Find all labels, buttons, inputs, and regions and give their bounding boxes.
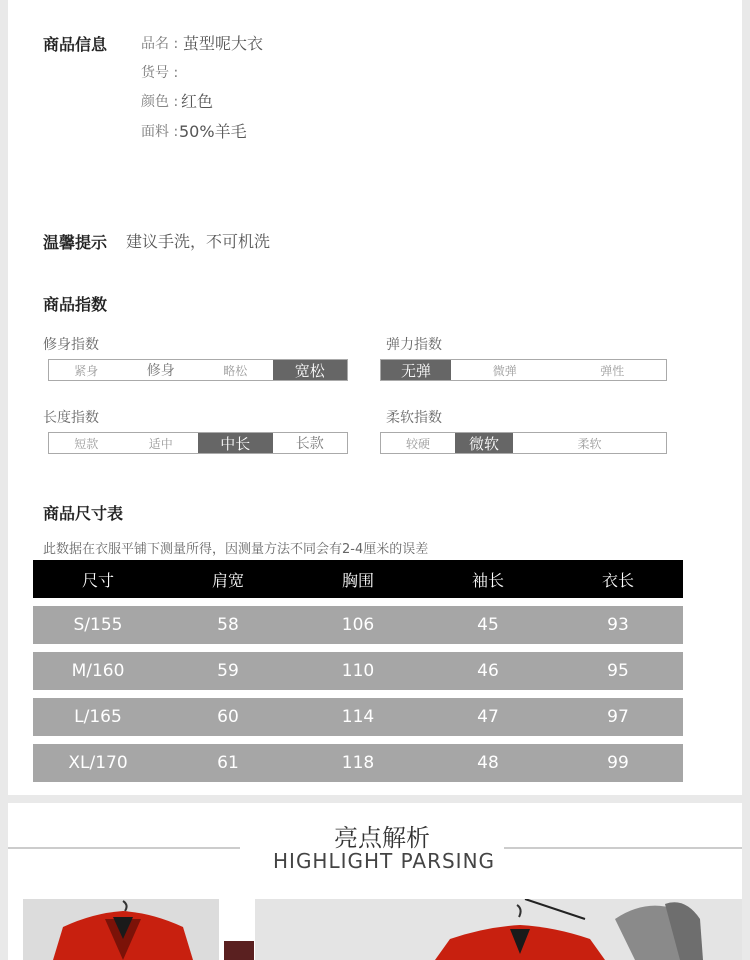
softness-option-soft: 柔软 [577, 436, 602, 451]
cell-length: 99 [607, 753, 629, 773]
softness-option-slightsoft: 微软 [455, 433, 513, 453]
info-value-fabric: 50%羊毛 [179, 122, 247, 141]
softness-index-label: 柔软指数 [386, 410, 442, 426]
cell-bust: 106 [341, 615, 375, 635]
cell-length: 95 [607, 661, 629, 681]
fit-index-label: 修身指数 [43, 337, 99, 353]
length-option-short: 短款 [74, 436, 99, 451]
cell-shoulder: 60 [217, 707, 239, 727]
table-row [33, 606, 683, 644]
divider-right [504, 847, 742, 849]
cell-length: 93 [607, 615, 629, 635]
softness-option-hard: 较硬 [405, 436, 430, 451]
elastic-option-stretch: 弹性 [600, 363, 625, 378]
cell-sleeve: 46 [477, 661, 499, 681]
elastic-option-slight: 微弹 [492, 363, 517, 378]
header-bust: 胸围 [341, 570, 374, 590]
table-row [33, 744, 683, 782]
coat-image [255, 899, 742, 960]
cell-sleeve: 47 [477, 707, 499, 727]
cell-size: XL/170 [68, 753, 128, 773]
cell-size: M/160 [71, 661, 125, 681]
length-option-long: 长款 [295, 436, 324, 452]
info-value-color: 红色 [181, 92, 214, 111]
fit-option-wide: 宽松 [273, 360, 348, 380]
tip-text: 建议手洗，不可机洗 [126, 232, 271, 251]
info-label-sku: 货号 : [141, 65, 179, 81]
length-option-medium: 适中 [148, 436, 173, 451]
highlight-panel [8, 803, 742, 960]
coat-photo-right [255, 899, 742, 960]
cell-sleeve: 45 [477, 615, 499, 635]
tip-title: 温馨提示 [43, 233, 108, 252]
header-shoulder: 肩宽 [211, 570, 244, 590]
info-label-name: 品名 : [141, 36, 179, 52]
header-length: 衣长 [601, 570, 634, 590]
length-index-scale [48, 432, 348, 454]
info-label-fabric: 面料 : [141, 124, 179, 140]
cell-bust: 118 [341, 753, 375, 773]
length-option-midlong: 中长 [198, 433, 273, 453]
highlight-title-en: HIGHLIGHT PARSING [273, 849, 496, 873]
cell-bust: 110 [341, 661, 375, 681]
info-label-color: 颜色 : [141, 94, 179, 110]
cell-size: S/155 [73, 615, 123, 635]
fit-option-loose: 略松 [223, 363, 248, 378]
divider-left [8, 847, 240, 849]
coat-image [23, 899, 219, 960]
cell-shoulder: 59 [217, 661, 239, 681]
cell-sleeve: 48 [477, 753, 499, 773]
header-size: 尺寸 [81, 570, 114, 590]
header-sleeve: 袖长 [471, 570, 504, 590]
elastic-index-label: 弹力指数 [386, 337, 442, 353]
size-note: 此数据在衣服平铺下测量所得，因测量方法不同会有2-4厘米的误差 [43, 542, 429, 557]
table-row [33, 698, 683, 736]
fit-option-slim: 修身 [146, 363, 175, 379]
coat-photo-left [23, 899, 219, 960]
fit-index-scale [48, 359, 348, 381]
size-title: 商品尺寸表 [43, 504, 124, 523]
fit-option-tight: 紧身 [74, 363, 99, 378]
index-title: 商品指数 [43, 295, 108, 314]
info-value-name: 茧型呢大衣 [183, 34, 264, 53]
table-row [33, 652, 683, 690]
elastic-index-scale [380, 359, 667, 381]
elastic-option-none: 无弹 [381, 360, 451, 380]
length-index-label: 长度指数 [43, 410, 99, 426]
photo-gap-accent [224, 941, 254, 960]
cell-size: L/165 [74, 707, 122, 727]
cell-shoulder: 58 [217, 615, 239, 635]
cell-bust: 114 [341, 707, 375, 727]
size-table-header [33, 560, 683, 598]
softness-index-scale [380, 432, 667, 454]
cell-shoulder: 61 [217, 753, 239, 773]
cell-length: 97 [607, 707, 629, 727]
info-title: 商品信息 [43, 35, 108, 54]
highlight-title-cn: 亮点解析 [334, 824, 430, 852]
